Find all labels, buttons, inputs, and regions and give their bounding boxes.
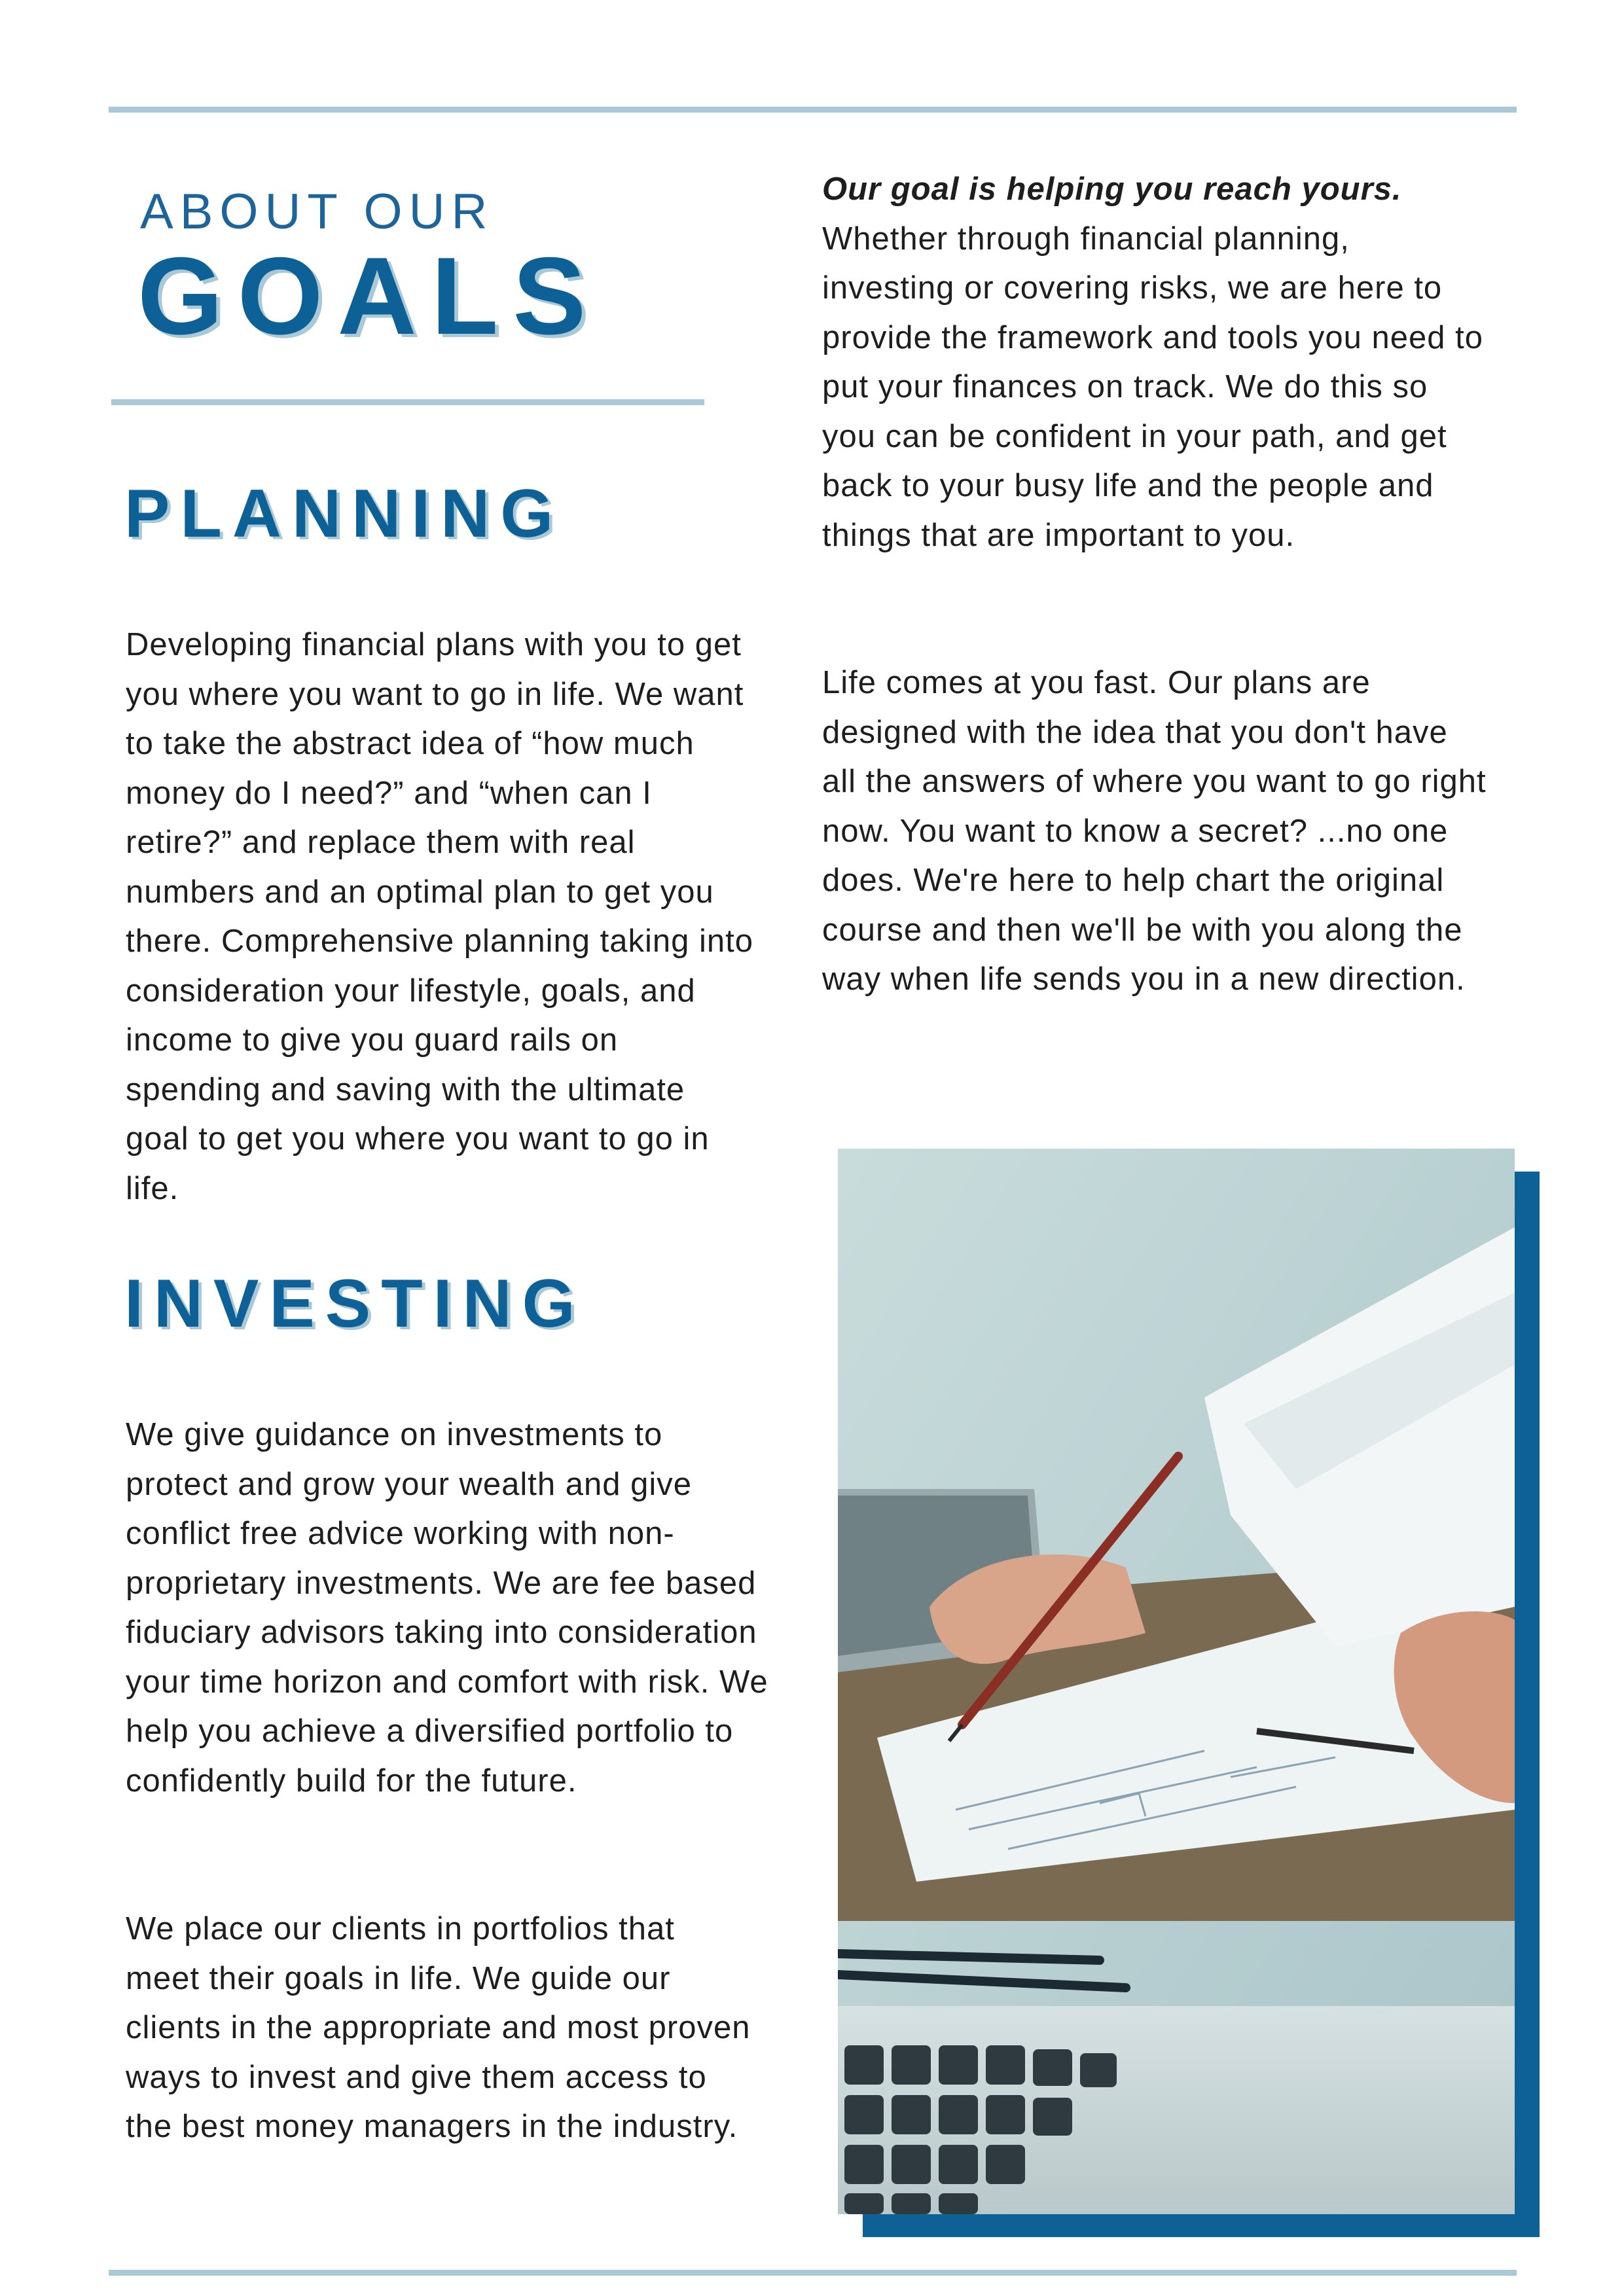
goals-body-1: Whether through financial planning, investing or covering risks, we are here to provide the framework and tools you need to put your finances on track. We do this so you can be confident in your path, and get back to your busy life and the people and things that are important to you. [822, 221, 1483, 553]
planning-heading: PLANNING [124, 476, 564, 552]
goals-paragraph-1 [822, 165, 1490, 560]
goals-paragraph-2: Life comes at you fast. Our plans are designed with the idea that you don't have all the answers of where you want to go right now. You want to know a secret? ...no one does. We're here to help chart the original course and then we'll be with you along the way when life sends you in a new direction. [822, 665, 1487, 997]
title-divider [111, 399, 704, 405]
bottom-divider [109, 2270, 1517, 2276]
top-divider [109, 107, 1517, 113]
planning-paragraph: Developing financial plans with you to get you where you want to go in life. We want to take the abstract idea of “how much money do I need?” and “when can I retire?” and replace them with real numbers and an optimal plan to get you there. Comprehensive planning taking into consideration your lifestyle, goals, and income to give you guard rails on spending and saving with the ultimate goal to get you where you want to go in life. [126, 627, 753, 1206]
page-eyebrow: ABOUT OUR [140, 184, 494, 240]
investing-paragraph-1: We give guidance on investments to protect and grow your wealth and give conflict free advice working with non-proprietary investments. We are fee based fiduciary advisors taking into consideration your time horizon and comfort with risk. We help you achieve a diversified portfolio to confidently build for the future. [126, 1417, 768, 1799]
goals-lead: Our goal is helping you reach yours. [822, 171, 1402, 207]
desk-photo [838, 1149, 1515, 2214]
investing-heading: INVESTING [124, 1266, 586, 1342]
page-title: GOALS [137, 234, 601, 357]
investing-paragraph-2: We place our clients in portfolios that meet their goals in life. We guide our clients in the appropriate and most proven ways to invest and give them access to the best money managers in the industry. [126, 1911, 751, 2144]
